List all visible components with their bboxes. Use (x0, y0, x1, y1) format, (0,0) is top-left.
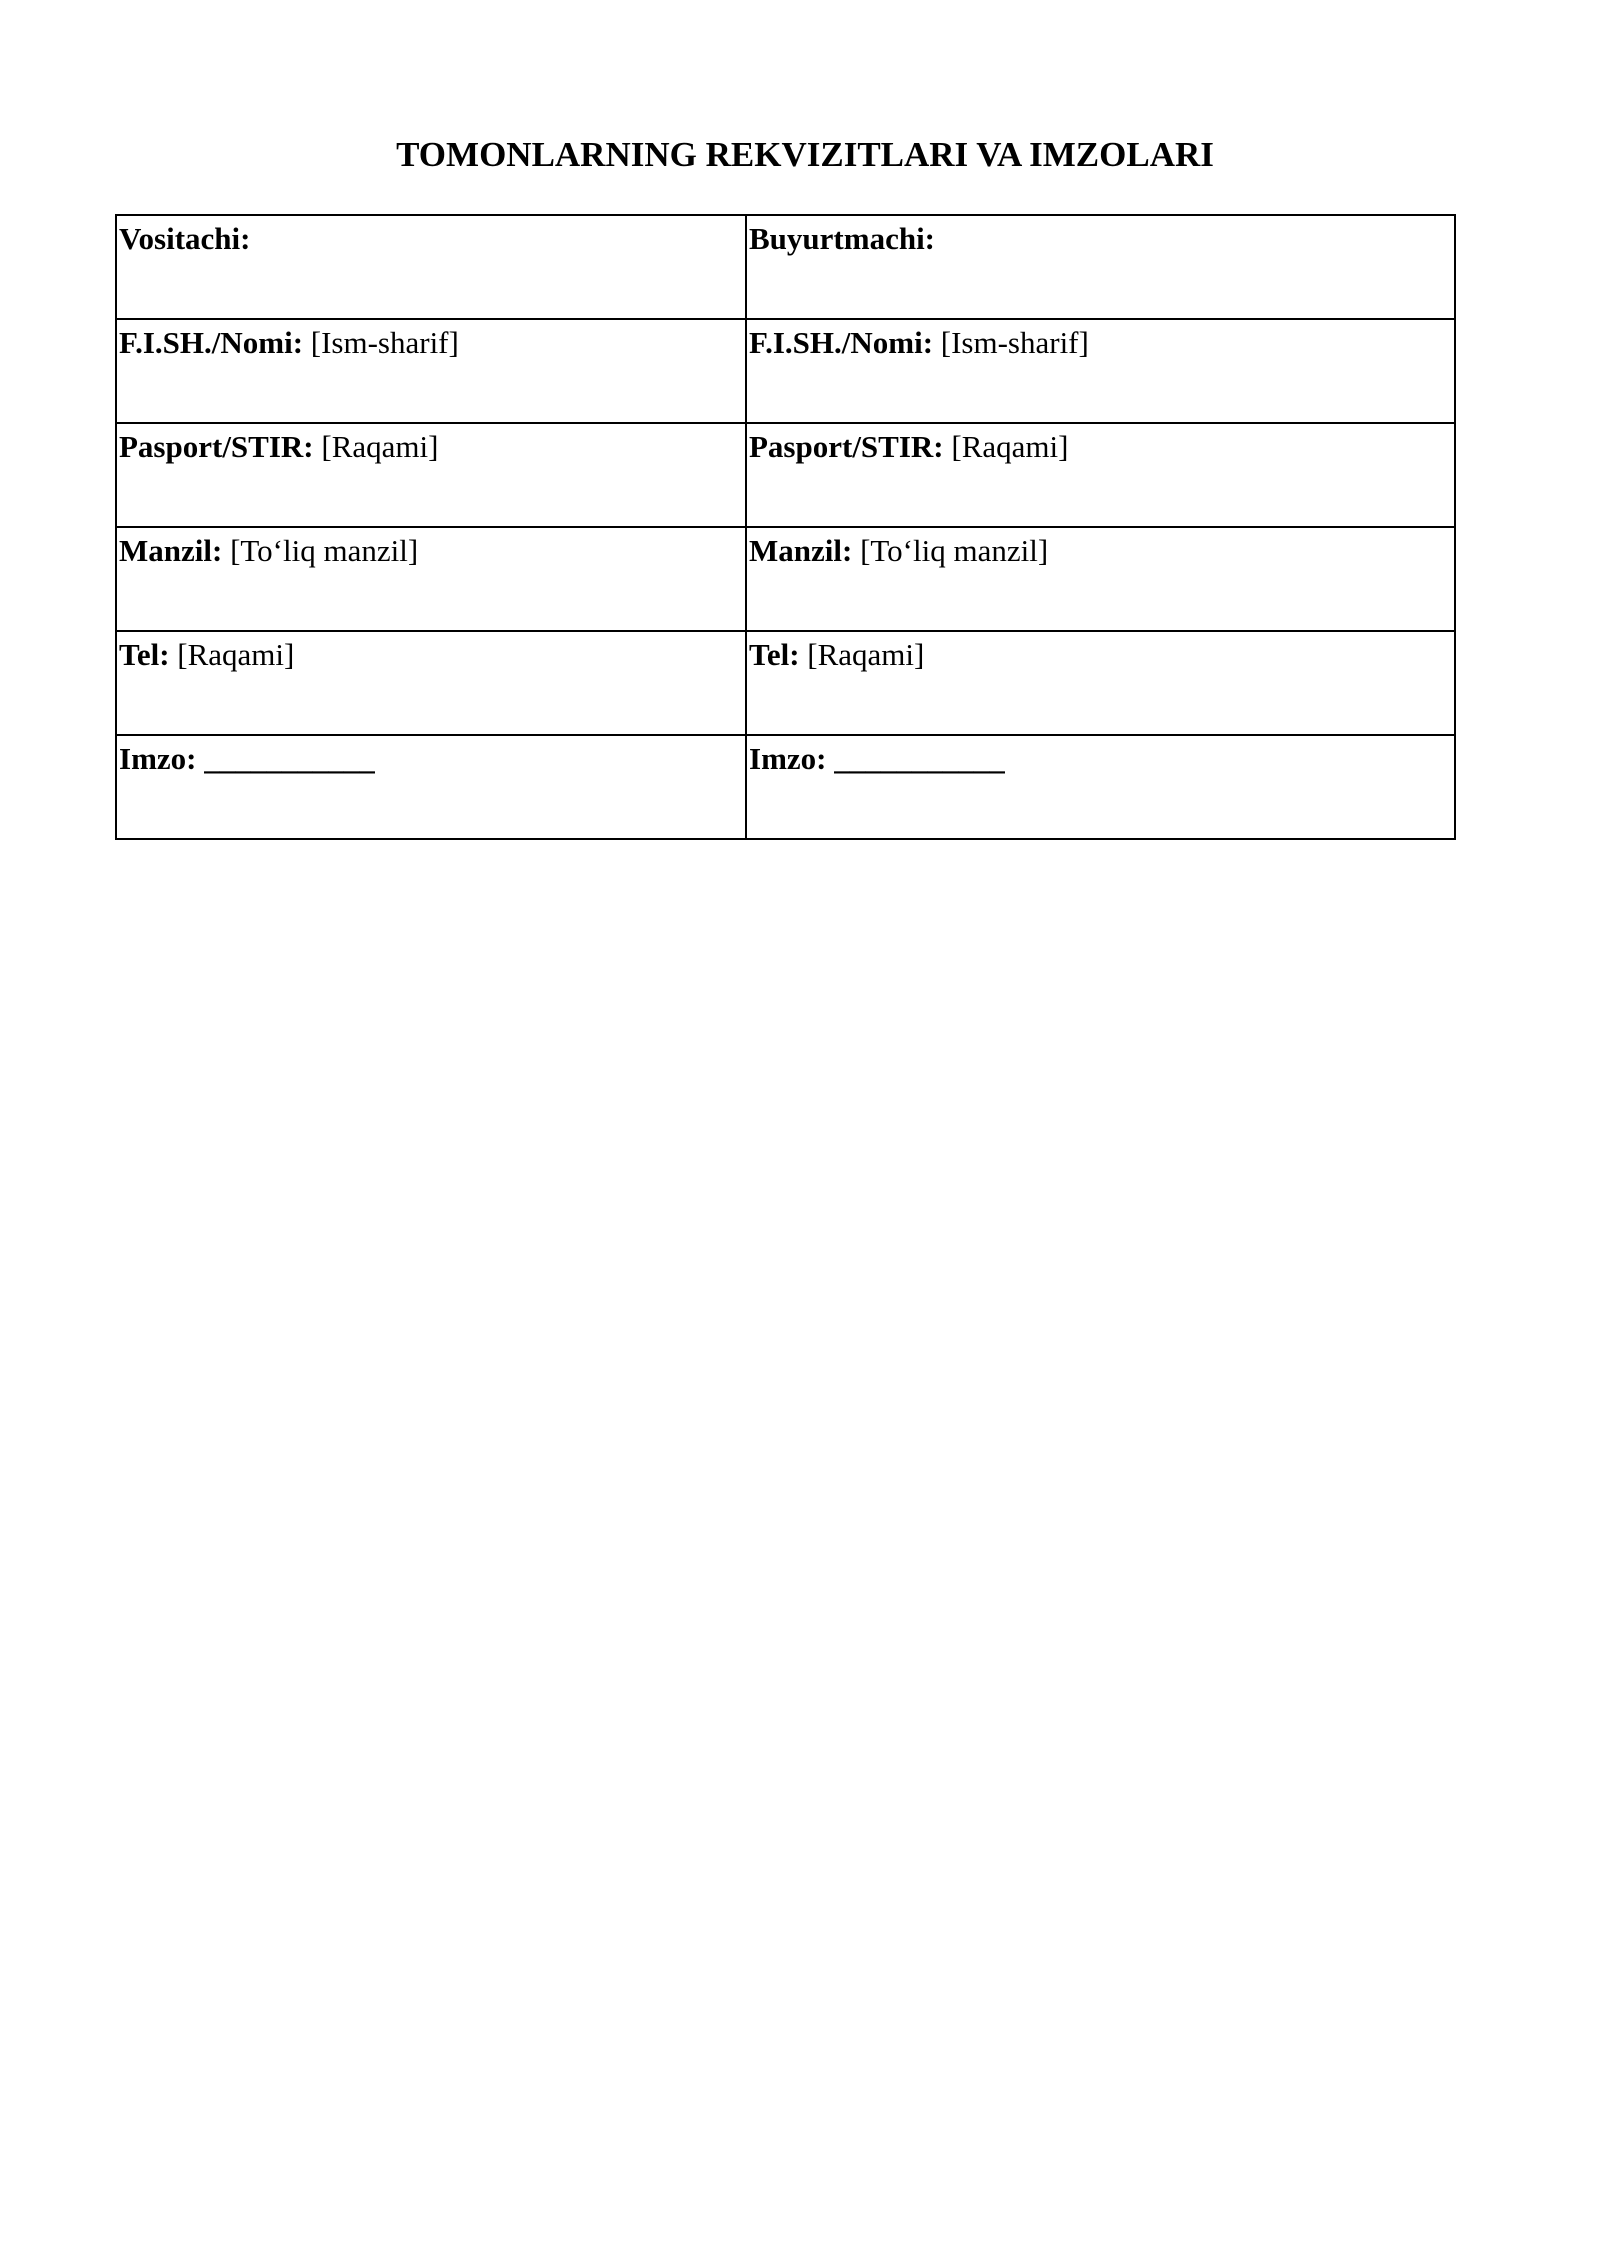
customer-phone-cell (746, 631, 1455, 735)
customer-name-cell (746, 319, 1455, 423)
intermediary-header-cell (116, 215, 746, 319)
cell-label: Vositachi: (119, 221, 251, 256)
table-row (116, 631, 1455, 735)
cell-value: [Raqami] (313, 429, 439, 464)
requisites-table (115, 214, 1456, 840)
cell-label: Manzil: (749, 533, 853, 568)
cell-label: F.I.SH./Nomi: (749, 325, 934, 360)
intermediary-name-cell (116, 319, 746, 423)
customer-header-cell (746, 215, 1455, 319)
cell-value: [Raqami] (169, 637, 295, 672)
table-row (116, 215, 1455, 319)
cell-value: [To‘liq manzil] (222, 533, 419, 568)
cell-value: [To‘liq manzil] (852, 533, 1049, 568)
cell-value: [Raqami] (943, 429, 1069, 464)
cell-label: Buyurtmachi: (749, 221, 935, 256)
cell-value: [Ism-sharif] (303, 325, 459, 360)
cell-label: Tel: (119, 637, 170, 672)
cell-label: Imzo: ___________ (749, 741, 1005, 776)
cell-label: F.I.SH./Nomi: (119, 325, 304, 360)
table-row (116, 735, 1455, 839)
customer-address-cell (746, 527, 1455, 631)
cell-label: Tel: (749, 637, 800, 672)
cell-value: [Ism-sharif] (933, 325, 1089, 360)
cell-label: Pasport/STIR: (749, 429, 944, 464)
intermediary-signature-cell (116, 735, 746, 839)
intermediary-phone-cell (116, 631, 746, 735)
customer-passport-cell (746, 423, 1455, 527)
cell-value: [Raqami] (799, 637, 925, 672)
cell-label: Pasport/STIR: (119, 429, 314, 464)
cell-label: Manzil: (119, 533, 223, 568)
table-row (116, 319, 1455, 423)
table-row (116, 423, 1455, 527)
intermediary-address-cell (116, 527, 746, 631)
table-row (116, 527, 1455, 631)
customer-signature-cell (746, 735, 1455, 839)
page-title: TOMONLARNING REKVIZITLARI VA IMZOLARI (396, 135, 1214, 174)
intermediary-passport-cell (116, 423, 746, 527)
cell-label: Imzo: ___________ (119, 741, 375, 776)
